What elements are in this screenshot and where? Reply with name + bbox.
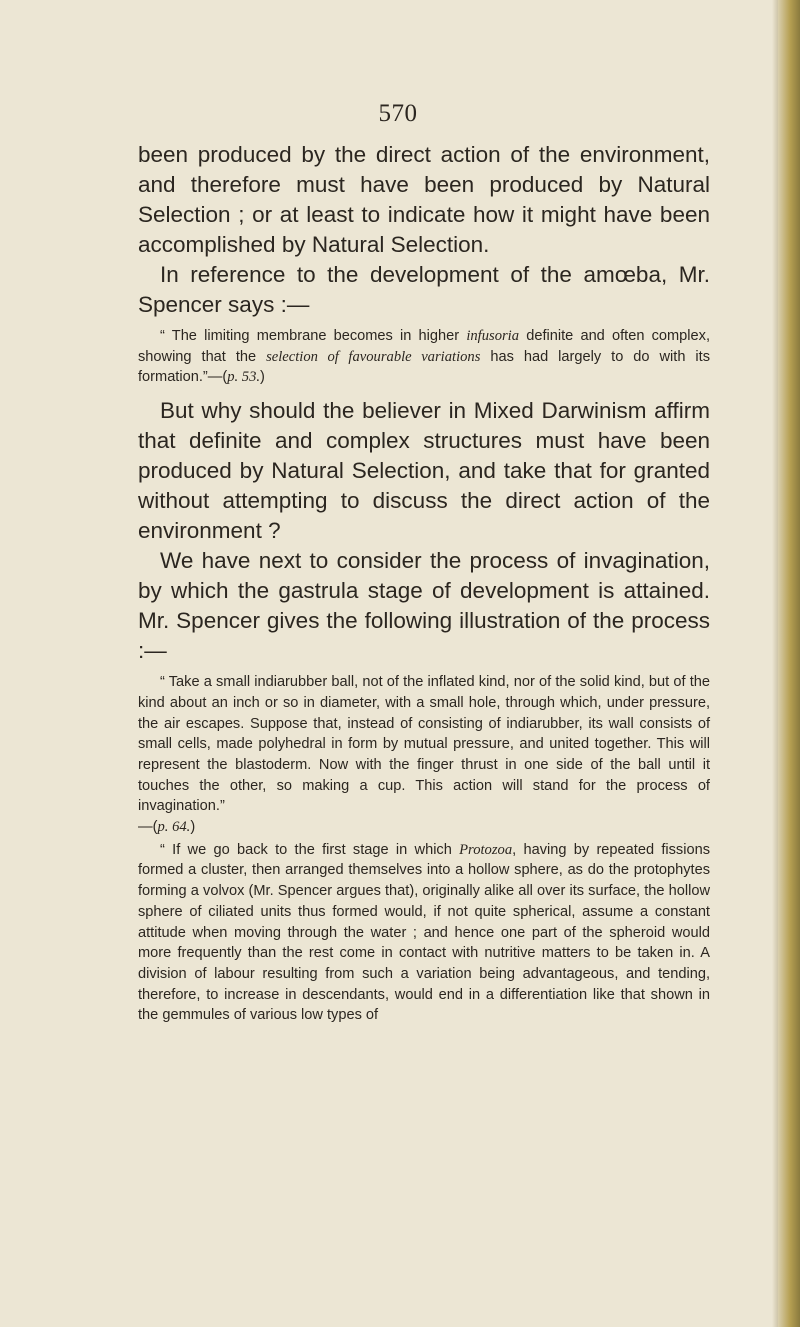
- page-number: 570: [378, 100, 418, 127]
- quote-text: ): [190, 819, 196, 836]
- paragraph-mixed-darwinism: But why should the believer in Mixed Darwinism affirm that definite and complex structures must have been produced by Natural Selection, and take that for granted without attempting to discuss the direct action of the environment ?: [138, 398, 710, 544]
- quote-text: “ The limiting membrane becomes in higher: [160, 328, 467, 344]
- quote-text: —(: [138, 819, 158, 836]
- quote-citation: p. 64.: [157, 819, 191, 836]
- page-body: [138, 140, 710, 1026]
- quote-text: ): [260, 369, 265, 386]
- page-edge: [778, 0, 800, 1327]
- quote-italic: infusoria: [466, 328, 520, 344]
- quote-italic: selection of favourable variations: [266, 348, 481, 365]
- paragraph-continuation: been produced by the direct action of the environment, and therefore must have been produced by Natural Selection ; or at least to indicate how it might have been accomplished by Natural Selection.: [138, 142, 710, 257]
- paragraph-invagination: We have next to consider the process of invagination, by which the gastrula stage of development is attained. Mr. Spencer gives the following illustration of the process :—: [138, 548, 710, 664]
- quote-text: “ If we go back to the first stage in which: [160, 841, 460, 858]
- quote-text: definite and often complex, showing that the: [138, 328, 711, 365]
- quote-limiting-membrane: [138, 326, 710, 388]
- quote-indiarubber-ball: [138, 672, 710, 838]
- quote-text: has had largely to do with its formation.”—(: [138, 348, 710, 386]
- quote-text: “ Take a small indiarubber ball, not of the inflated kind, nor of the solid kind, but of the kind about an inch or so in diameter, with a small hole, through which, under pressure, the air escapes. Suppose that, instead of consisting of indiarubber, its wall consists of small cells, made polyhedral in form by mutual pressure, and united together. This will represent the blastoderm. Now with the finger thrust in one side of the ball until it touches the other, so making a cup. This action will stand for the process of invagination.”: [138, 674, 710, 815]
- quote-italic: Protozoa: [459, 841, 513, 858]
- quote-citation: p. 53.: [227, 369, 261, 386]
- quote-protozoa: [138, 840, 710, 1026]
- paragraph-amoeba: In reference to the development of the amœba, Mr. Spencer says :—: [138, 262, 710, 317]
- quote-text: , having by repeated fissions formed a cluster, then arranged themselves into a hollow sphere, as do the protophytes forming a volvox (Mr. Spencer argues that), originally alike all over its surface, the hollow sphere of ciliated units thus formed would, if not quite spherical, assume a constant attitude when moving through the water ; and hence one part of the spheroid would more frequently than the rest come in contact with nutritive matters to be taken in. A division of labour resulting from such a variation being advantageous, and tending, therefore, to increase in descendants, would end in a differentiation like that shown in the gemmules of various low types of: [138, 841, 711, 1024]
